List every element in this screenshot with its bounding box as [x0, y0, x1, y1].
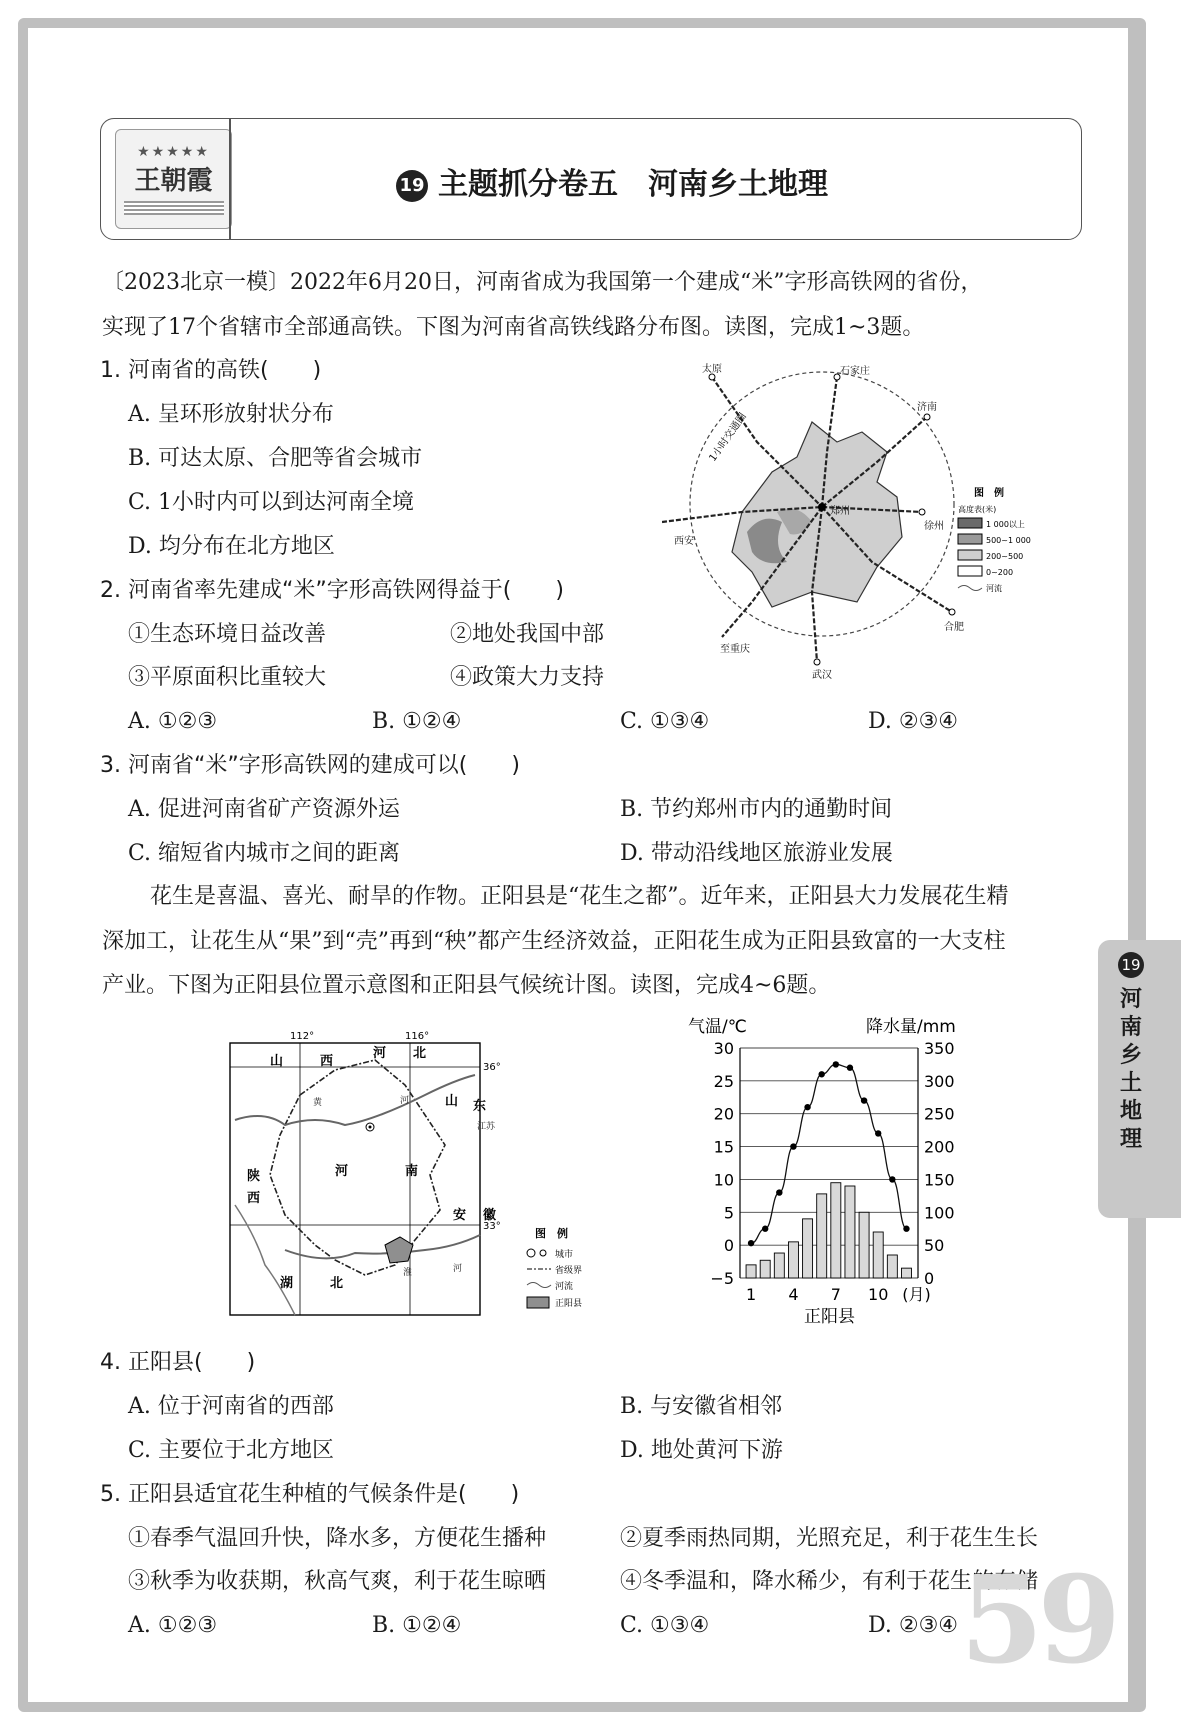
temp-point-m5 [804, 1104, 810, 1110]
region-label-jiangsu: 江苏 [477, 1122, 496, 1132]
zhengzhou-dot [369, 1126, 372, 1129]
chart-ylabel-right: 降水量/mm [866, 1017, 956, 1037]
legend-label-county: 正阳县 [555, 1299, 583, 1309]
legend-label-0: 0~200 [986, 568, 1014, 577]
legend-title: 图 例 [535, 1227, 568, 1240]
river-label: 黄 [313, 1098, 323, 1108]
intro2-line3: 产业。下图为正阳县位置示意图和正阳县气候统计图。读图，完成4~6题。 [102, 973, 831, 998]
q2-option-d[interactable]: D. ②③④ [868, 709, 959, 734]
region-label: 徽 [483, 1208, 497, 1223]
city-label-xuzhou: 徐州 [924, 521, 944, 532]
precipitation-bars [746, 1183, 911, 1278]
temp-point-m1 [748, 1240, 754, 1246]
q5-option-d[interactable]: D. ②③④ [868, 1613, 959, 1638]
legend-city-symbol [527, 1249, 535, 1257]
right-tick-label: 200 [924, 1137, 955, 1157]
river-label: 淮 [403, 1268, 413, 1278]
page-title [396, 159, 828, 203]
temperature-line [751, 1064, 906, 1243]
temp-point-m2 [762, 1226, 768, 1232]
region-label: 安 [453, 1208, 467, 1223]
city-marker [949, 609, 955, 615]
region-label: 东 [473, 1099, 487, 1114]
lat-label-33: 33° [483, 1221, 501, 1232]
region-label: 河 [335, 1164, 349, 1179]
q4-option-c[interactable]: C. 主要位于北方地区 [128, 1438, 335, 1463]
region-label: 山 [445, 1094, 459, 1109]
intro2-line1: 花生是喜温、喜光、耐旱的作物。正阳县是“花生之都”。近年来，正阳县大力发展花生精 [150, 884, 1009, 909]
q5-statement-2: ②夏季雨热同期，光照充足，利于花生生长 [620, 1526, 1039, 1551]
legend-label-river: 河流 [555, 1282, 574, 1292]
x-tick-label: 7 [830, 1285, 841, 1304]
x-axis-label: (月) [902, 1285, 931, 1304]
left-tick-label: 15 [713, 1137, 734, 1157]
q4-option-a[interactable]: A. 位于河南省的西部 [128, 1394, 334, 1419]
circle-label: 1小时交通圈 [707, 411, 749, 464]
q3-option-b[interactable]: B. 节约郑州市内的通勤时间 [620, 797, 893, 822]
x-tick-label: 10 [868, 1285, 889, 1304]
temp-point-m8 [847, 1065, 853, 1071]
left-tick-label: 30 [713, 1039, 734, 1058]
x-tick-label: 4 [788, 1285, 799, 1304]
q1-option-b[interactable]: B. 可达太原、合肥等省会城市 [128, 446, 423, 471]
legend-label-1000: 1 000以上 [986, 520, 1025, 529]
intro1-line2: 实现了17个省辖市全部通高铁。下图为河南省高铁线路分布图。读图，完成1~3题。 [102, 315, 925, 340]
temp-point-m10 [875, 1130, 881, 1136]
chart-grid [740, 1048, 918, 1278]
temp-point-m12 [903, 1226, 909, 1232]
temp-point-m11 [889, 1176, 895, 1182]
city-label-shijiazhuang: 石家庄 [840, 366, 870, 377]
temp-point-m9 [861, 1097, 867, 1103]
q5-option-a[interactable]: A. ①②③ [128, 1613, 218, 1638]
city-marker [814, 659, 820, 665]
legend-label-200: 200~500 [986, 552, 1024, 561]
right-tick-label: 300 [924, 1071, 955, 1091]
q1-stem: 1. 河南省的高铁( ) [100, 358, 322, 383]
region-label: 河 [373, 1046, 387, 1061]
q1-option-d[interactable]: D. 均分布在北方地区 [128, 534, 335, 559]
precip-bar-m10 [873, 1232, 883, 1278]
legend-label-river: 河流 [986, 584, 1002, 593]
temp-point-m3 [776, 1189, 782, 1195]
legend-label-city: 城市 [555, 1250, 574, 1260]
city-label-xian: 西安 [674, 536, 694, 547]
city-label-zhengzhou: 郑州 [830, 506, 850, 517]
q3-option-c[interactable]: C. 缩短省内城市之间的距离 [128, 841, 401, 866]
q2-statement-1: ①生态环境日益改善 [128, 622, 327, 647]
q2-stem: 2. 河南省率先建成“米”字形高铁网得益于( ) [100, 578, 564, 603]
river-label: 河 [400, 1096, 410, 1106]
title-badge: 19 [396, 170, 428, 202]
header-box [100, 118, 1082, 240]
lon-label-116: 116° [405, 1031, 430, 1042]
region-label: 陕 [247, 1169, 261, 1184]
region-label: 湖 [280, 1276, 294, 1291]
page-number: 59 [960, 1550, 1115, 1691]
precip-bar-m3 [774, 1253, 784, 1278]
climate-chart [680, 1010, 1000, 1340]
title-part1: 主题抓分卷五 [438, 167, 618, 202]
city-label-taiyuan: 太原 [702, 364, 722, 375]
q3-option-a[interactable]: A. 促进河南省矿产资源外运 [128, 797, 400, 822]
city-label-hefei: 合肥 [944, 622, 964, 633]
region-label: 北 [330, 1276, 344, 1291]
left-tick-label: 0 [723, 1236, 734, 1256]
legend-label-border: 省级界 [555, 1266, 583, 1276]
q1-option-c[interactable]: C. 1小时内可以到达河南全境 [128, 490, 415, 515]
side-tab-badge: 19 [1118, 952, 1144, 978]
precip-bar-m6 [817, 1194, 827, 1278]
precip-bar-m1 [746, 1265, 756, 1278]
q2-option-b[interactable]: B. ①②④ [372, 709, 462, 734]
region-label: 西 [320, 1054, 334, 1069]
intro1-line1: 〔2023北京一模〕2022年6月20日，河南省成为我国第一个建成“米”字形高铁网的省份， [102, 270, 983, 295]
q4-stem: 4. 正阳县( ) [100, 1350, 256, 1375]
city-marker [818, 503, 826, 511]
precip-bar-m11 [887, 1255, 897, 1278]
q3-stem: 3. 河南省“米”字形高铁网的建成可以( ) [100, 753, 520, 778]
logo-stripes [124, 201, 224, 215]
rail-network-map [662, 362, 1042, 682]
legend-swatch-500 [958, 534, 982, 544]
q2-option-c[interactable]: C. ①③④ [620, 709, 710, 734]
legend-county-symbol [527, 1297, 549, 1308]
region-label: 北 [413, 1046, 427, 1061]
right-tick-label: 0 [924, 1269, 935, 1288]
q2-statement-4: ④政策大力支持 [450, 665, 605, 690]
precip-bar-m7 [831, 1183, 841, 1278]
left-tick-label: 5 [723, 1203, 734, 1223]
logo-name: 王朝霞 [134, 165, 213, 196]
precip-bar-m2 [760, 1260, 770, 1278]
chapter-side-tab[interactable] [1098, 940, 1181, 1218]
map2-legend [527, 1226, 582, 1309]
logo-divider [229, 119, 231, 239]
region-label: 南 [405, 1164, 419, 1179]
city-marker [924, 414, 930, 420]
q5-statement-4: ④冬季温和，降水稀少，有利于花生的存储 [620, 1569, 1039, 1594]
temp-point-m7 [833, 1061, 839, 1067]
left-tick-label: 25 [713, 1071, 734, 1091]
legend-subtitle: 高度表(米) [958, 505, 997, 514]
map1-legend [958, 486, 1031, 593]
right-tick-label: 350 [924, 1039, 955, 1058]
river-label: 河 [453, 1264, 463, 1274]
lat-label-36: 36° [483, 1062, 501, 1073]
temp-point-m6 [818, 1071, 824, 1077]
right-tick-label: 250 [924, 1104, 955, 1124]
left-tick-label: −5 [710, 1269, 734, 1288]
region-label: 西 [247, 1191, 261, 1206]
q5-statement-1: ①春季气温回升快，降水多，方便花生播种 [128, 1526, 547, 1551]
precip-bar-m5 [803, 1219, 813, 1278]
legend-city-symbol [540, 1250, 546, 1256]
legend-river-symbol [958, 586, 982, 591]
right-tick-label: 150 [924, 1170, 955, 1190]
legend-swatch-1000 [958, 518, 982, 528]
chart-ylabel-left: 气温/℃ [688, 1017, 747, 1037]
right-tick-label: 100 [924, 1203, 955, 1223]
q5-statement-3: ③秋季为收获期，秋高气爽，利于花生晾晒 [128, 1569, 547, 1594]
q3-option-d[interactable]: D. 带动沿线地区旅游业发展 [620, 841, 893, 866]
right-tick-label: 50 [924, 1236, 945, 1256]
precip-bar-m4 [788, 1242, 798, 1278]
chart-title: 正阳县 [804, 1307, 855, 1327]
precip-bar-m8 [845, 1186, 855, 1278]
q4-option-d[interactable]: D. 地处黄河下游 [620, 1438, 783, 1463]
q1-option-a[interactable]: A. 呈环形放射状分布 [128, 402, 334, 427]
q5-stem: 5. 正阳县适宜花生种植的气候条件是( ) [100, 1482, 520, 1507]
city-label-wuhan: 武汉 [812, 670, 832, 681]
region-label: 山 [270, 1054, 284, 1069]
zhengyang-location-map [225, 1025, 605, 1320]
precip-bar-m9 [859, 1212, 869, 1278]
x-tick-label: 1 [745, 1285, 757, 1304]
q2-option-a[interactable]: A. ①②③ [128, 709, 218, 734]
q2-statement-2: ②地处我国中部 [450, 622, 605, 647]
intro2-line2: 深加工，让花生从“果”到“壳”再到“秧”都产生经济效益，正阳花生成为正阳县致富的一大支柱 [102, 929, 1006, 954]
legend-river-symbol [527, 1283, 551, 1288]
q4-option-b[interactable]: B. 与安徽省相邻 [620, 1394, 783, 1419]
city-label-jinan: 济南 [917, 402, 937, 413]
lon-label-112: 112° [290, 1031, 315, 1042]
map2-frame [230, 1043, 480, 1315]
title-part2: 河南乡土地理 [648, 167, 828, 202]
side-tab-text: 河南乡土地理 [1119, 987, 1142, 1152]
left-tick-label: 10 [713, 1170, 734, 1190]
left-tick-label: 20 [713, 1104, 734, 1124]
legend-title: 图 例 [974, 488, 1004, 499]
publisher-logo [115, 129, 232, 229]
q2-statement-3: ③平原面积比重较大 [128, 665, 327, 690]
legend-label-500: 500~1 000 [986, 536, 1031, 545]
q5-option-c[interactable]: C. ①③④ [620, 1613, 710, 1638]
city-marker [919, 509, 925, 515]
legend-swatch-0 [958, 566, 982, 576]
legend-swatch-200 [958, 550, 982, 560]
logo-stars: ★★★★★ [137, 143, 210, 160]
city-label-chongqing: 至重庆 [720, 644, 750, 655]
temp-point-m4 [790, 1143, 796, 1149]
precip-bar-m12 [901, 1268, 911, 1278]
q5-option-b[interactable]: B. ①②④ [372, 1613, 462, 1638]
